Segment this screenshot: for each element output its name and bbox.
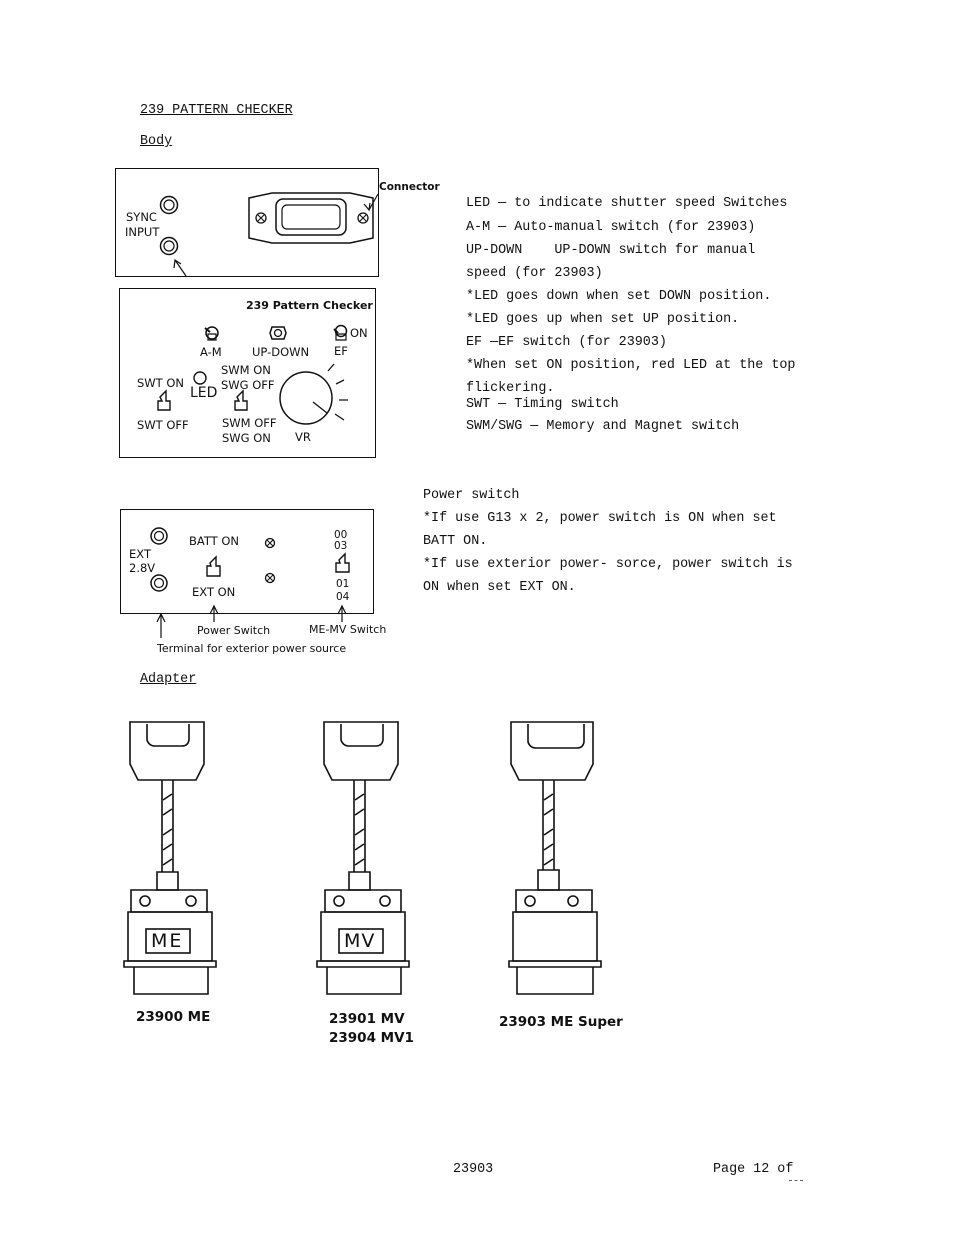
adapter-mv-label: MV: [344, 930, 376, 952]
swg-on-label: SWG ON: [222, 431, 271, 445]
description-line: SWM/SWG — Memory and Magnet switch: [466, 419, 740, 434]
power-line: BATT ON.: [423, 534, 488, 549]
vr-label: VR: [295, 430, 311, 444]
description-line: flickering.: [466, 381, 555, 396]
ext-on-label: EXT ON: [192, 585, 236, 599]
description-line: *LED goes up when set UP position.: [466, 312, 740, 327]
swt-off-label: SWT OFF: [137, 418, 189, 432]
footer-page-overflow: [789, 1180, 803, 1183]
me-mv-switch-callout: ME-MV Switch: [309, 623, 387, 636]
swt-on-label: SWT ON: [137, 376, 185, 390]
led-label: LED: [190, 385, 218, 401]
power-line: *If use exterior power- sorce, power switch is: [423, 557, 793, 572]
caption-23900: 23900 ME: [136, 1009, 211, 1025]
updown-label: UP-DOWN: [252, 345, 310, 359]
footer-page-number: Page 12 of: [713, 1162, 794, 1177]
description-line: *When set ON position, red LED at the top: [466, 358, 796, 373]
am-label: A-M: [200, 345, 222, 359]
adapter-me-label: ME: [151, 930, 184, 952]
switch-00-label: 00: [334, 529, 348, 541]
description-line: EF —EF switch (for 23903): [466, 335, 667, 350]
ext-label: EXT: [129, 547, 151, 561]
body-heading: Body: [140, 134, 173, 149]
terminal-callout: Terminal for exterior power source: [157, 642, 347, 655]
description-line: A-M — Auto-manual switch (for 23903): [466, 220, 756, 235]
connector-label: Connector: [379, 181, 440, 193]
power-line: ON when set EXT ON.: [423, 580, 576, 595]
document-title: 239 PATTERN CHECKER: [140, 103, 293, 118]
input-label: INPUT: [125, 225, 160, 239]
switch-04-label: 04: [336, 591, 350, 603]
caption-23901: 23901 MV: [329, 1011, 405, 1027]
on-label: ON: [350, 326, 368, 340]
switch-03-label: 03: [334, 540, 348, 552]
power-switch-callout: Power Switch: [197, 624, 271, 637]
caption-23903: 23903 ME Super: [499, 1014, 623, 1030]
swm-off-label: SWM OFF: [222, 416, 277, 430]
swg-off-label: SWG OFF: [221, 378, 275, 392]
description-line: *LED goes down when set DOWN position.: [466, 289, 772, 304]
volts-label: 2.8V: [129, 561, 156, 575]
switch-01-label: 01: [336, 578, 350, 590]
control-panel-title: 239 Pattern Checker: [246, 299, 373, 312]
power-line: Power switch: [423, 488, 520, 503]
swm-on-label: SWM ON: [221, 363, 271, 377]
description-line: SWT — Timing switch: [466, 397, 619, 412]
description-line: UP-DOWN UP-DOWN switch for manual: [466, 243, 756, 258]
description-line: speed (for 23903): [466, 266, 603, 281]
adapter-heading: Adapter: [140, 672, 197, 687]
ef-label: EF: [334, 344, 348, 358]
sync-label: SYNC: [126, 210, 157, 224]
power-line: *If use G13 x 2, power switch is ON when set: [423, 511, 777, 526]
caption-23904: 23904 MV1: [329, 1030, 414, 1046]
description-line: LED — to indicate shutter speed Switches: [466, 196, 788, 211]
footer-doc-number: 23903: [453, 1162, 494, 1177]
batt-on-label: BATT ON: [189, 534, 240, 548]
